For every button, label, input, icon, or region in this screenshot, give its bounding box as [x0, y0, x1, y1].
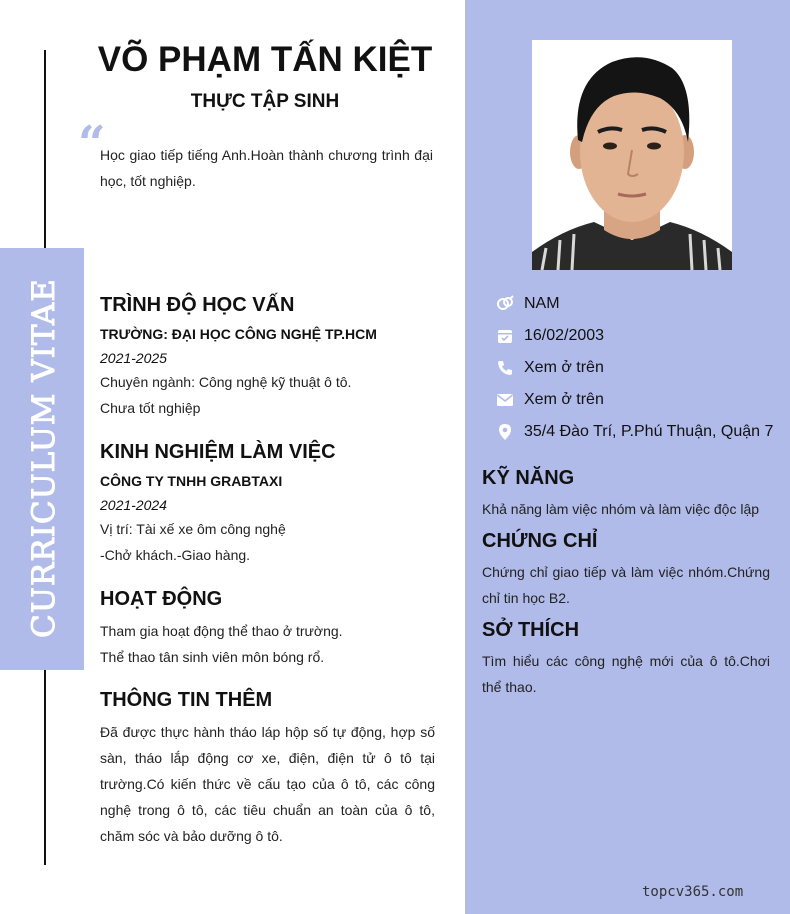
certificates-section [482, 526, 770, 611]
summary-text: Học giao tiếp tiếng Anh.Hoàn thành chương trình đại học, tốt nghiệp. [100, 147, 433, 189]
skills-title: KỸ NĂNG [482, 467, 575, 489]
phone-value: Xem ở trên [524, 359, 604, 376]
candidate-name: VÕ PHẠM TẤN KIỆT [97, 40, 433, 79]
gender-value: NAM [524, 295, 560, 312]
quote-icon: “ [78, 116, 106, 172]
skills-section [482, 463, 770, 522]
job-title: THỰC TẬP SINH [190, 91, 340, 112]
personal-info [496, 288, 786, 448]
experience-position: Vị trí: Tài xế xe ôm công nghệ [100, 521, 286, 537]
birthday-value: 16/02/2003 [524, 327, 605, 344]
experience-duties: -Chở khách.-Giao hàng. [100, 547, 251, 563]
certificates-title: CHỨNG CHỈ [482, 530, 598, 552]
hobbies-title: SỞ THÍCH [482, 619, 580, 641]
cv-label: CURRICULUM VITAE [26, 278, 62, 638]
experience-title: KINH NGHIỆM LÀM VIỆC [100, 441, 336, 463]
gender-icon [496, 295, 514, 313]
extra-text: Đã được thực hành tháo láp hộp số tự động, hợp số sàn, tháo lắp động cơ xe, điện, điện tử ô tô tại trường.Có kiến thức về cấu tạo của ô tô, các công nghệ trong ô tô, các tiêu chuẩn an toàn của ô tô, chăm sóc và bảo dưỡng ô tô. [100, 724, 435, 844]
education-period: 2021-2025 [100, 350, 167, 366]
hobbies-section [482, 615, 770, 700]
experience-period: 2021-2024 [100, 497, 167, 513]
decor-line-top [44, 50, 46, 274]
footer-watermark: topcv365.com [642, 884, 744, 900]
experience-section [100, 437, 435, 568]
extra-section [100, 685, 435, 849]
skills-text: Khả năng làm việc nhóm và làm việc độc lập [482, 501, 760, 517]
education-major: Chuyên ngành: Công nghệ kỹ thuật ô tô. [100, 374, 352, 390]
mail-icon [496, 391, 514, 409]
extra-title: THÔNG TIN THÊM [100, 689, 273, 711]
email-row [496, 384, 786, 416]
email-value: Xem ở trên [524, 391, 604, 408]
decor-line-bottom [44, 640, 46, 865]
education-title: TRÌNH ĐỘ HỌC VẤN [100, 294, 295, 316]
activities-line: Tham gia hoạt động thể thao ở trường. [100, 623, 343, 639]
activities-section [100, 584, 435, 670]
education-school: TRƯỜNG: ĐẠI HỌC CÔNG NGHỆ TP.HCM [100, 326, 377, 342]
experience-company: CÔNG TY TNHH GRABTAXI [100, 473, 283, 489]
education-status: Chưa tốt nghiệp [100, 400, 201, 416]
address-row [496, 416, 786, 448]
phone-row [496, 352, 786, 384]
gender-row [496, 288, 786, 320]
phone-icon [496, 359, 514, 377]
profile-photo [532, 40, 732, 270]
birthday-row [496, 320, 786, 352]
hobbies-text: Tìm hiểu các công nghệ mới của ô tô.Chơi thể thao. [482, 653, 770, 695]
activities-line: Thể thao tân sinh viên môn bóng rổ. [100, 649, 325, 665]
activities-title: HOẠT ĐỘNG [100, 588, 223, 610]
calendar-icon [496, 327, 514, 345]
address-value: 35/4 Đào Trí, P.Phú Thuận, Quận 7 [524, 423, 774, 440]
certificates-text: Chứng chỉ giao tiếp và làm việc nhóm.Chứng chỉ tin học B2. [482, 564, 770, 606]
education-section [100, 290, 435, 421]
location-icon [496, 423, 514, 441]
